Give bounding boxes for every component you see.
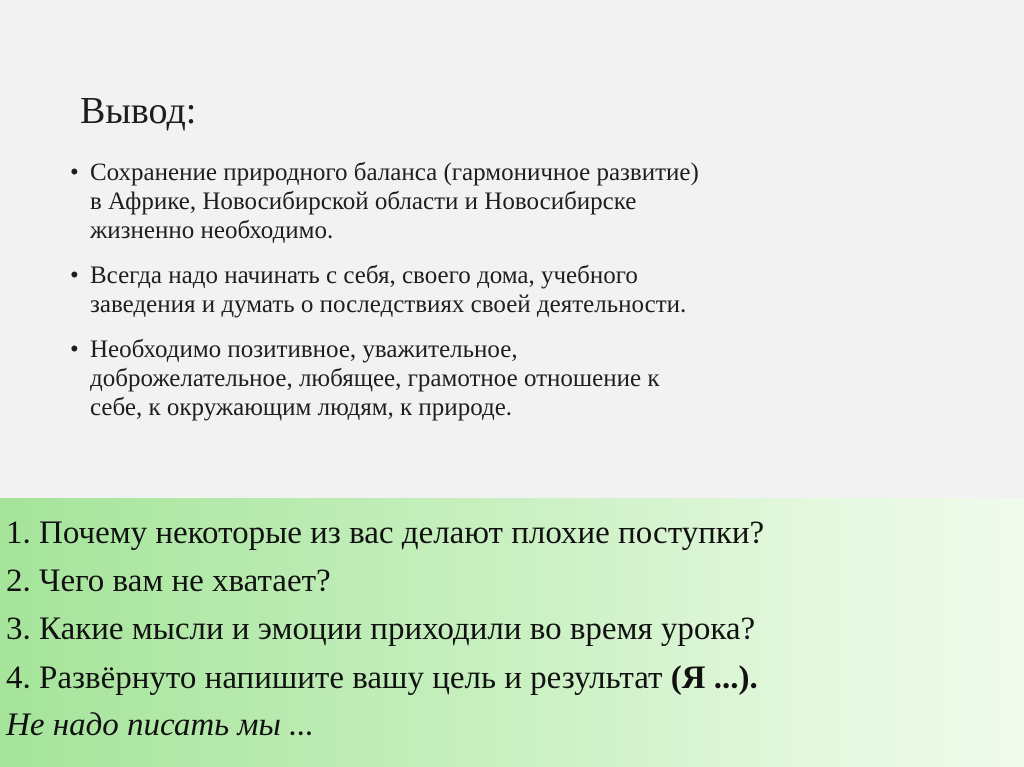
- bullet-line: себе, к окружающим людям, к природе.: [90, 394, 513, 421]
- question-4-text: 4. Развёрнуто напишите вашу цель и результат: [6, 660, 671, 696]
- conclusion-item: [70, 158, 930, 245]
- bullet-line: заведения и думать о последствиях своей деятельности.: [90, 291, 687, 318]
- question-2: 2. Чего вам не хватает?: [6, 563, 331, 599]
- bullet-line: Всегда надо начинать с себя, своего дома, учебного: [90, 262, 638, 289]
- bullet-line: Необходимо позитивное, уважительное,: [90, 336, 518, 363]
- conclusion-item: [70, 261, 930, 319]
- conclusion-item: [70, 335, 930, 422]
- instruction-note: Не надо писать мы ...: [6, 707, 314, 743]
- question-4: [6, 659, 758, 697]
- bullet-marker: •: [70, 159, 79, 186]
- bullet-marker: •: [70, 336, 79, 363]
- bullet-line: доброжелательное, любящее, грамотное отношение к: [90, 365, 660, 392]
- bullet-line: Сохранение природного баланса (гармоничное развитие): [90, 159, 699, 186]
- question-3: 3. Какие мысли и эмоции приходили во время урока?: [6, 611, 756, 647]
- slide-title: Вывод:: [80, 90, 197, 132]
- question-1: 1. Почему некоторые из вас делают плохие поступки?: [6, 515, 765, 551]
- questions-panel: [0, 498, 1024, 767]
- bullet-marker: •: [70, 262, 79, 289]
- question-4-bold: (Я ...).: [670, 660, 758, 696]
- conclusion-list: [70, 158, 930, 438]
- bullet-line: в Африке, Новосибирской области и Новосибирске: [90, 188, 637, 215]
- bullet-line: жизненно необходимо.: [90, 217, 334, 244]
